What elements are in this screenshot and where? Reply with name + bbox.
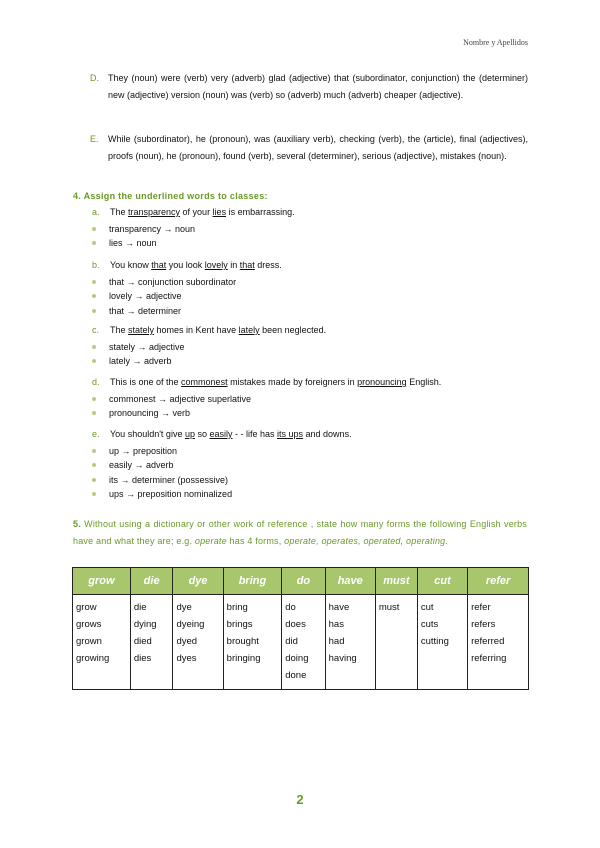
sentence-fragment: been neglected.	[259, 325, 327, 335]
verb-form: dyeing	[176, 619, 205, 630]
verb-form: refer	[471, 602, 491, 613]
column-header: do	[282, 568, 325, 595]
verb-form: bring	[226, 602, 248, 613]
answer-item: lately → adverb	[92, 354, 185, 368]
verb-form: die	[133, 602, 147, 613]
answer-item: ups → preposition nominalized	[92, 487, 232, 501]
verb-form: did	[285, 636, 298, 647]
underlined-word: lovely	[204, 260, 228, 270]
answer-item: easily → adverb	[92, 458, 232, 472]
sentence-fragment: - - life has	[232, 429, 278, 439]
verb-form: dyes	[176, 653, 197, 664]
verb-form: dying	[133, 619, 157, 630]
answer-list	[92, 444, 232, 501]
header-author-name: Nombre y Apellidos	[463, 38, 528, 47]
verb-form: dye	[176, 602, 192, 613]
column-header: dye	[173, 568, 223, 595]
answer-item: that → determiner	[92, 304, 236, 318]
verb-form: cuts	[420, 619, 439, 630]
example-forms: operate, operates, operated, operating.	[284, 536, 449, 546]
verb-form: referring	[471, 653, 507, 664]
section-text: Without using a dictionary or other work of reference , state how many forms the following English verbs have and what they are; e.g.	[73, 519, 528, 546]
verb-form: cutting	[420, 636, 449, 647]
verb-form: must	[378, 602, 400, 613]
answer-list	[92, 222, 195, 251]
underlined-word: that	[239, 260, 255, 270]
section-number: 4.	[73, 191, 82, 201]
table-cell	[375, 595, 417, 690]
item-letter: c.	[92, 325, 100, 335]
example-word: operate	[194, 536, 227, 546]
verb-form: died	[133, 636, 152, 647]
underlined-word: easily	[209, 429, 233, 439]
section-number: 5.	[73, 519, 81, 529]
table-cell	[130, 595, 173, 690]
item-letter: e.	[92, 429, 100, 439]
sentence-fragment: and downs.	[303, 429, 352, 439]
item-letter: b.	[92, 260, 100, 270]
section-title: Assign the underlined words to classes:	[83, 191, 268, 201]
verb-form: does	[285, 619, 306, 630]
sentence-fragment: so	[194, 429, 210, 439]
verb-form: dyed	[176, 636, 198, 647]
table-header-row	[73, 568, 529, 595]
column-header: cut	[417, 568, 467, 595]
exercise-sentence	[92, 260, 282, 270]
verb-form: cut	[420, 602, 434, 613]
table-cell	[282, 595, 325, 690]
answer-item: commonest → adjective superlative	[92, 392, 251, 406]
column-header: must	[375, 568, 417, 595]
underlined-word: up	[184, 429, 195, 439]
verb-form: doing	[285, 653, 309, 664]
answer-item: that → conjunction subordinator	[92, 275, 236, 289]
underlined-word: its ups	[277, 429, 304, 439]
table-cell	[73, 595, 131, 690]
verb-form: brought	[226, 636, 259, 647]
table-cell	[468, 595, 529, 690]
column-header: bring	[223, 568, 282, 595]
column-header: have	[325, 568, 375, 595]
sentence-fragment: is embarrassing.	[226, 207, 295, 217]
underlined-word: that	[151, 260, 167, 270]
underlined-word: lies	[212, 207, 227, 217]
sentence-fragment: This is one of the	[110, 377, 182, 387]
verb-form: grown	[76, 636, 102, 647]
answer-list	[92, 275, 236, 318]
answer-list	[92, 392, 251, 421]
verb-form: growing	[76, 653, 110, 664]
answer-item: its → determiner (possessive)	[92, 473, 232, 487]
table-cell	[417, 595, 467, 690]
exercise-item-d	[92, 70, 528, 104]
underlined-word: commonest	[181, 377, 228, 387]
verb-form: done	[285, 670, 307, 681]
exercise-sentence	[92, 377, 441, 387]
verb-form: having	[328, 653, 357, 664]
answer-list	[92, 340, 185, 369]
sentence-fragment: You know	[110, 260, 152, 270]
sentence-fragment: you look	[166, 260, 205, 270]
verb-form: bringing	[226, 653, 261, 664]
item-letter: d.	[92, 377, 100, 387]
sentence-fragment: The	[110, 207, 129, 217]
verb-form: grows	[76, 619, 102, 630]
underlined-word: pronouncing	[357, 377, 407, 387]
sentence-fragment: dress.	[254, 260, 282, 270]
underlined-word: lately	[238, 325, 260, 335]
sentence-fragment: homes in Kent have	[154, 325, 239, 335]
verb-form: have	[328, 602, 350, 613]
item-text: They (noun) were (verb) very (adverb) glad (adjective) that (subordinator, conjunction) the (determiner) new (adjective) version (noun) was (verb) so (adverb) much (adverb) cheaper (adjective).	[108, 73, 528, 100]
verb-form: referred	[471, 636, 505, 647]
exercise-item-e	[92, 131, 528, 165]
column-header: refer	[468, 568, 529, 595]
column-header: die	[130, 568, 173, 595]
exercise-sentence	[92, 429, 352, 439]
exercise-sentence	[92, 207, 295, 217]
answer-item: transparency → noun	[92, 222, 195, 236]
verb-form: do	[285, 602, 296, 613]
column-header: grow	[73, 568, 131, 595]
verb-form: refers	[471, 619, 496, 630]
section-text-mid: has 4 forms,	[226, 536, 285, 546]
sentence-fragment: English.	[406, 377, 442, 387]
item-letter: E.	[90, 134, 99, 144]
table-cell	[173, 595, 223, 690]
verb-form: has	[328, 619, 344, 630]
sentence-fragment: You shouldn't give	[110, 429, 185, 439]
exercise-sentence	[92, 325, 326, 335]
item-letter: a.	[92, 207, 100, 217]
section-4-heading	[73, 191, 268, 201]
table-cell	[223, 595, 282, 690]
underlined-word: transparency	[128, 207, 181, 217]
sentence-fragment: mistakes made by foreigners in	[227, 377, 358, 387]
sentence-fragment: in	[227, 260, 240, 270]
item-text: While (subordinator), he (pronoun), was (auxiliary verb), checking (verb), the (article), final (adjectives), proofs (noun), he (pronoun), found (verb), several (determiner), serious (adjective), mistakes (noun).	[108, 134, 528, 161]
table-cell	[325, 595, 375, 690]
answer-item: lovely → adjective	[92, 289, 236, 303]
underlined-word: stately	[128, 325, 155, 335]
answer-item: stately → adjective	[92, 340, 185, 354]
answer-item: lies → noun	[92, 236, 195, 250]
item-letter: D.	[90, 73, 99, 83]
page-number: 2	[296, 792, 304, 807]
sentence-fragment: The	[110, 325, 129, 335]
verb-forms-table	[72, 567, 529, 690]
answer-item: pronouncing → verb	[92, 406, 251, 420]
verb-form: dies	[133, 653, 152, 664]
table-row	[73, 595, 529, 690]
verb-form: had	[328, 636, 345, 647]
answer-item: up → preposition	[92, 444, 232, 458]
section-5-instructions	[73, 516, 527, 550]
verb-form: grow	[76, 602, 97, 613]
verb-form: brings	[226, 619, 253, 630]
sentence-fragment: of your	[180, 207, 213, 217]
